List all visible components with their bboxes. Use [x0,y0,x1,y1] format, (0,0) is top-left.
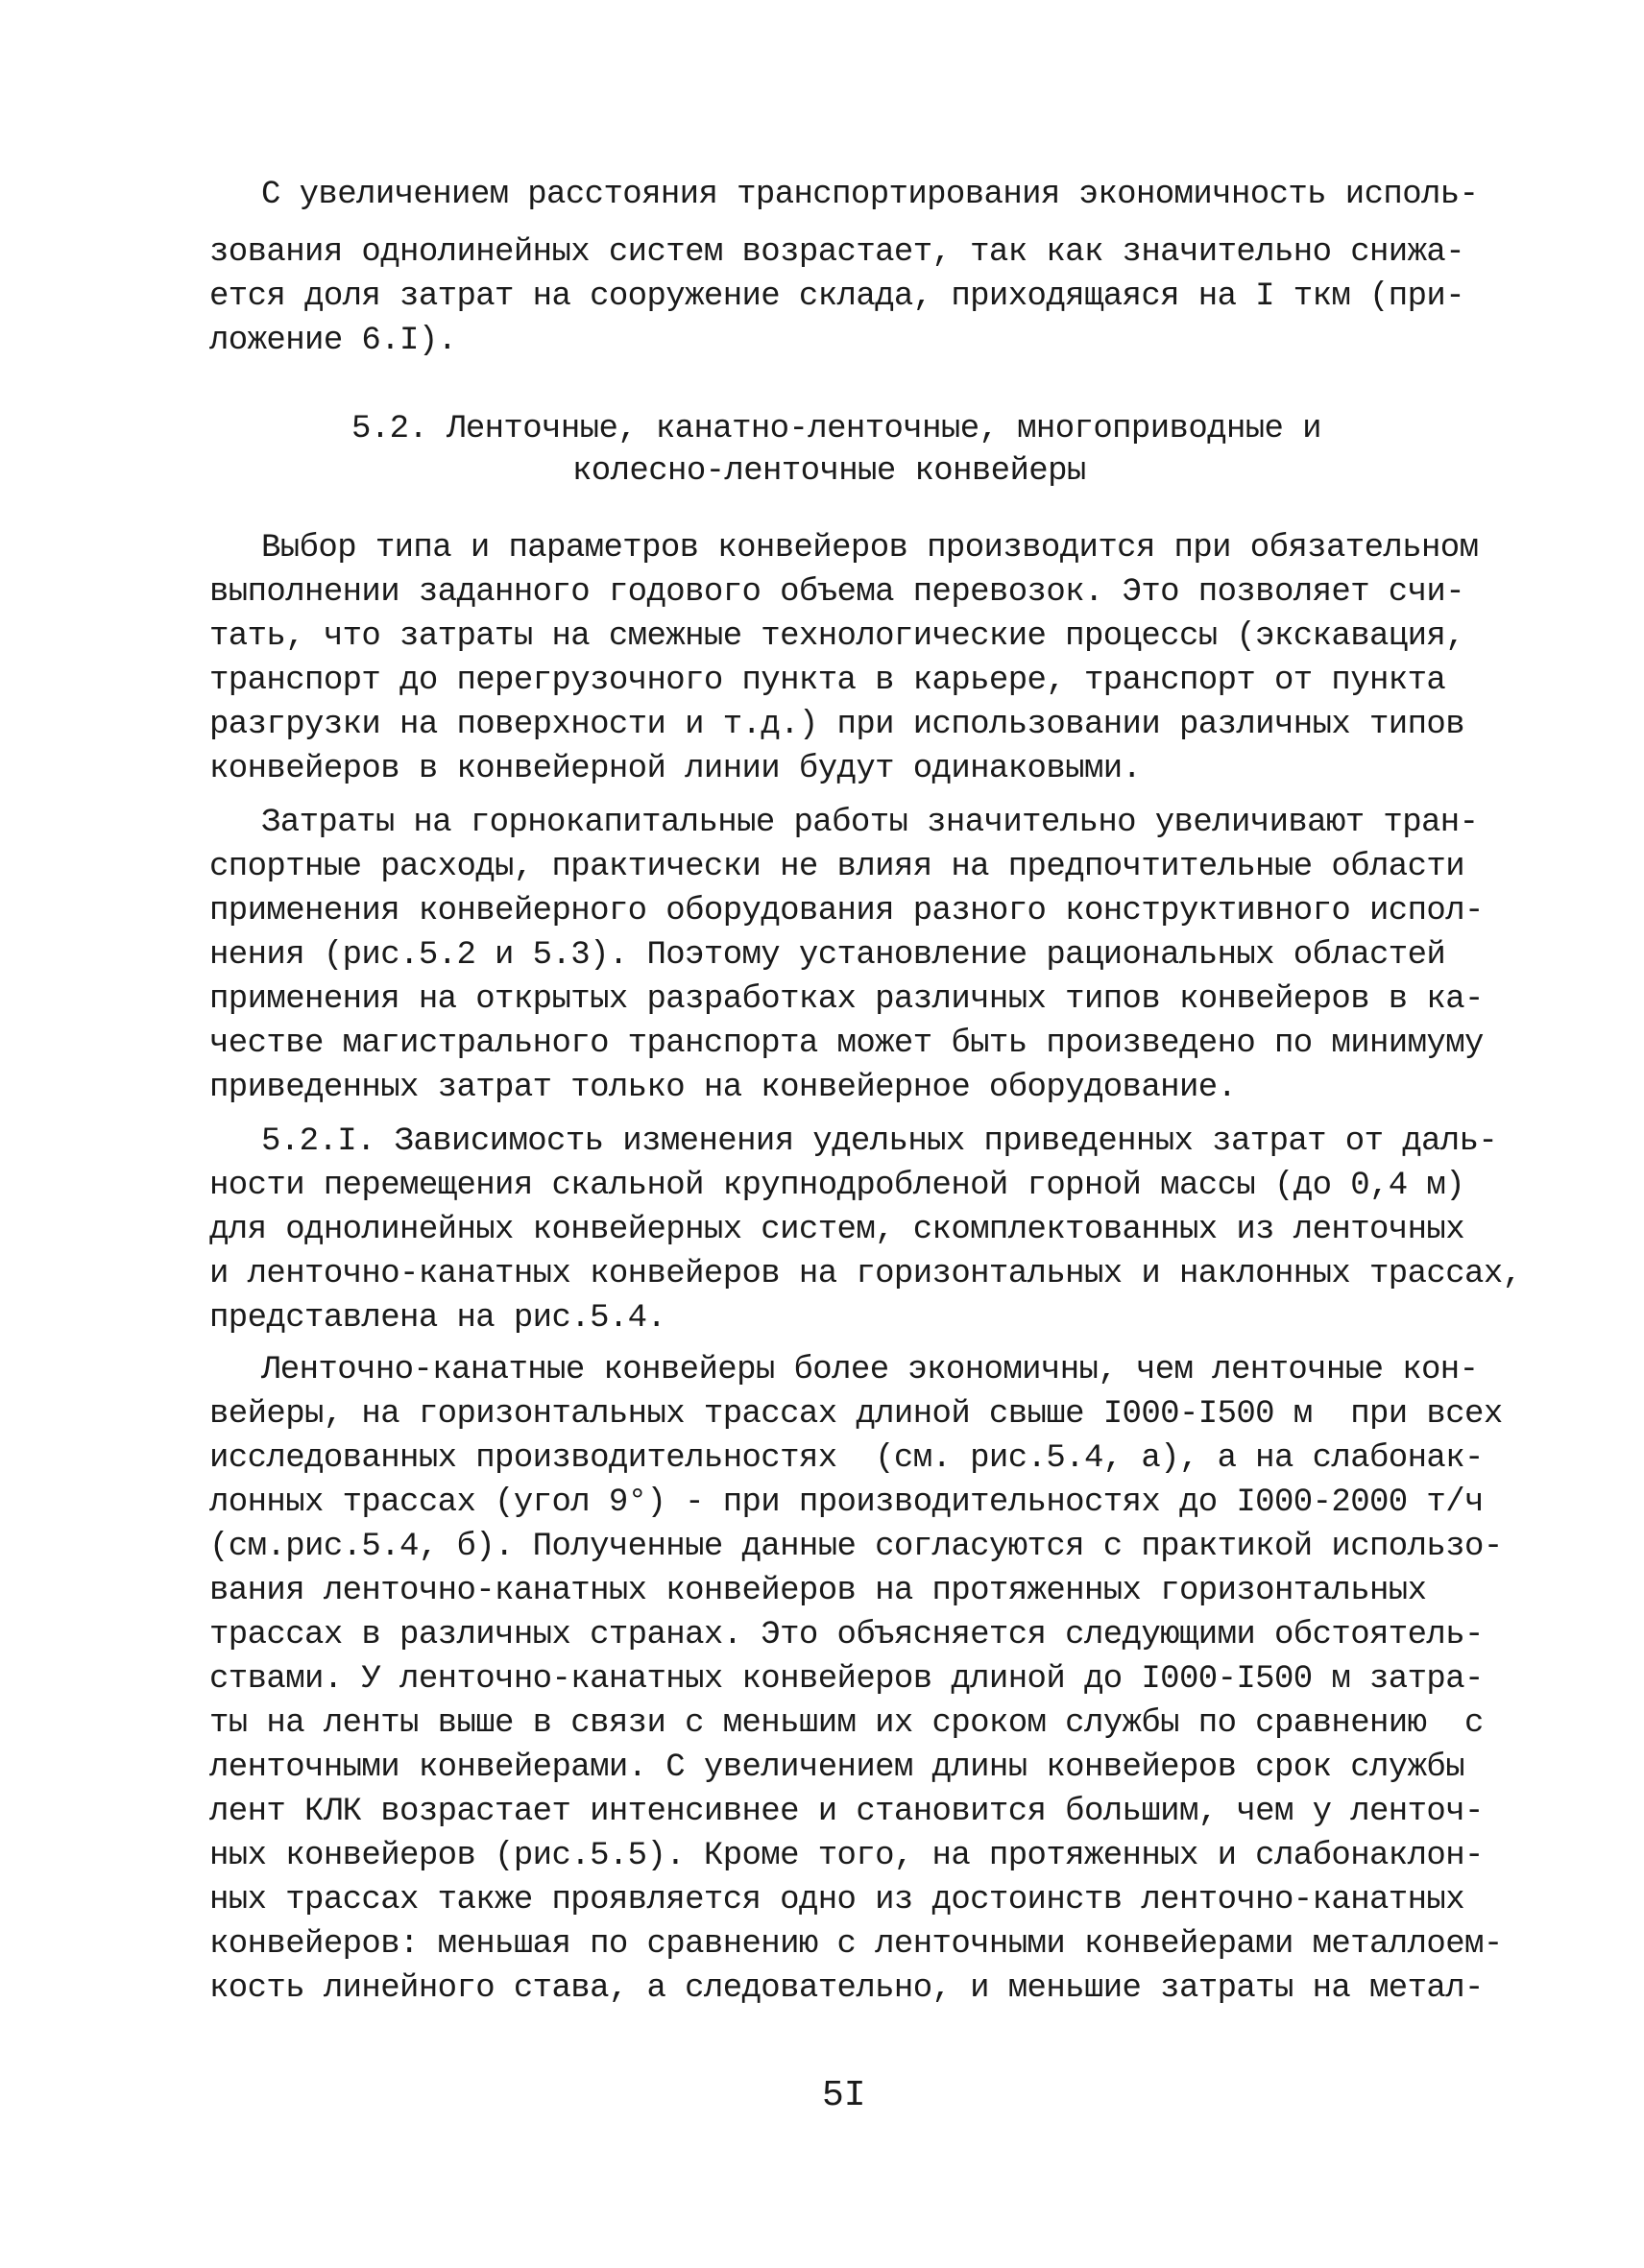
text-line: ленточными конвейерами. С увеличением длины конвейеров срок службы [209,1749,1465,1786]
text-line: ных трассах также проявляется одно из достоинств ленточно-канатных [209,1882,1465,1918]
text-line: (см.рис.5.4, б). Полученные данные согласуются с практикой использо- [209,1529,1503,1565]
text-line: ствами. У ленточно-канатных конвейеров длиной до I000-I500 м затра- [209,1661,1484,1698]
text-line: приведенных затрат только на конвейерное оборудование. [209,1070,1237,1106]
text-line: тать, что затраты на смежные технологические процессы (экскавация, [209,618,1465,655]
text-line: ты на ленты выше в связи с меньшим их сроком службы по сравнению с [209,1705,1484,1742]
text-line: и ленточно-канатных конвейеров на горизонтальных и наклонных трассах, [209,1256,1522,1292]
text-line: зования однолинейных систем возрастает, так как значительно снижа- [209,234,1465,271]
text-line: выполнении заданного годового объема перевозок. Это позволяет счи- [209,574,1465,611]
section-heading-line-2: колесно-ленточные конвейеры [572,453,1086,490]
text-line: Затраты на горнокапитальные работы значительно увеличивают тран- [261,805,1479,841]
text-line: исследованных производительностях (см. рис.5.4, а), а на слабонак- [209,1440,1484,1477]
text-line: применения конвейерного оборудования разного конструктивного испол- [209,893,1484,929]
text-line: Выбор типа и параметров конвейеров производится при обязательном [261,530,1479,567]
text-line: разгрузки на поверхности и т.д.) при использовании различных типов [209,707,1465,743]
text-line: ности перемещения скальной крупнодробленой горной массы (до 0,4 м) [209,1168,1465,1204]
text-line: представлена на рис.5.4. [209,1300,666,1337]
text-line: ных конвейеров (рис.5.5). Кроме того, на протяженных и слабонаклон- [209,1838,1484,1874]
text-line: для однолинейных конвейерных систем, скомплектованных из ленточных [209,1212,1465,1248]
page-number: 5I [822,2075,866,2116]
text-line: Ленточно-канатные конвейеры более экономичны, чем ленточные кон- [261,1352,1479,1388]
text-line: применения на открытых разработках различных типов конвейеров в ка- [209,981,1484,1018]
text-line: честве магистрального транспорта может быть произведено по минимуму [209,1025,1484,1062]
text-line: лент КЛК возрастает интенсивнее и становится большим, чем у ленточ- [209,1794,1484,1830]
text-line: трассах в различных странах. Это объясняется следующими обстоятель- [209,1617,1484,1653]
text-line: С увеличением расстояния транспортирования экономичность исполь- [261,177,1479,213]
section-heading-line-1: 5.2. Ленточные, канатно-ленточные, многоприводные и [351,411,1321,447]
text-line: лонных трассах (угол 9°) - при производительностях до I000-2000 т/ч [209,1484,1484,1521]
text-line: вания ленточно-канатных конвейеров на протяженных горизонтальных [209,1573,1427,1609]
text-line: транспорт до перегрузочного пункта в карьере, транспорт от пункта [209,663,1446,699]
text-line: конвейеров в конвейерной линии будут одинаковыми. [209,751,1142,787]
text-line: вейеры, на горизонтальных трассах длиной свыше I000-I500 м при всех [209,1396,1503,1433]
text-line: 5.2.I. Зависимость изменения удельных приведенных затрат от даль- [261,1123,1498,1160]
text-line: ложение 6.I). [209,323,457,359]
text-line: кость линейного става, а следовательно, и меньшие затраты на метал- [209,1970,1484,2007]
text-line: конвейеров: меньшая по сравнению с ленточными конвейерами металлоем- [209,1926,1503,1963]
text-line: ется доля затрат на сооружение склада, приходящаяся на I ткм (при- [209,278,1465,315]
text-line: спортные расходы, практически не влияя на предпочтительные области [209,849,1465,885]
text-line: нения (рис.5.2 и 5.3). Поэтому установление рациональных областей [209,937,1446,974]
